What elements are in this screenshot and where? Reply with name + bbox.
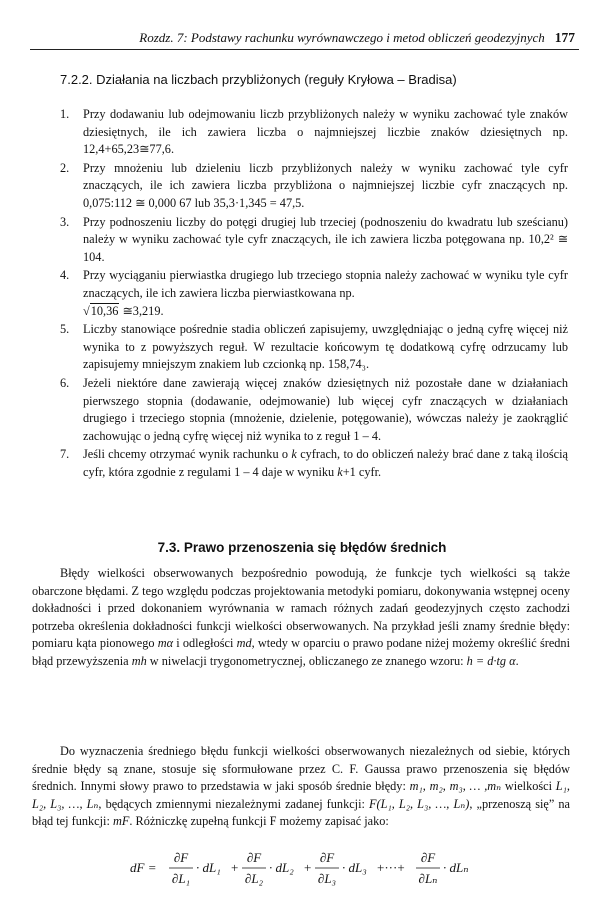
term-1-differential: · dL₁ xyxy=(196,860,221,875)
text-run: , będących zmiennymi niezależnymi zadanej funkcji: xyxy=(98,796,369,811)
page-number: 177 xyxy=(554,30,575,45)
rule-text: Liczby stanowiące pośrednie stadia obliczeń zapisujemy, uwzględniając o jedną cyfrę więcej niż wynika to z powyższych reguł. W rezultacie końcowym tę dodatkową cyfrę odrzucamy lub zapisujemy mniejszym znakiem lub czcionką np. 158,74₃. xyxy=(83,322,568,372)
header-rule xyxy=(30,49,579,50)
section-heading-7-2-2: 7.2.2. Działania na liczbach przybliżonych (reguły Kryłowa – Bradisa) xyxy=(60,72,457,87)
section-heading-7-3: 7.3. Prawo przenoszenia się błędów średnich xyxy=(157,540,447,555)
ellipsis-sum: +···+ xyxy=(377,860,405,875)
paragraph-gauss-law xyxy=(32,743,570,831)
text-run: , wtedy w oparciu o prawo podane niżej możemy określić średni błąd przewyższenia xyxy=(32,636,570,668)
running-title: Rozdz. 7: Podstawy rachunku wyrównawczego i metod obliczeń geodezyjnych xyxy=(139,30,545,45)
rule-text: Przy podnoszeniu liczby do potęgi drugiej lub trzeciej (podnoszeniu do kwadratu lub sześcianu) należy w wyniku zachować tyle cyfr znaczących, ile ich zawiera liczba potęgowana np. 10,2² ≅ 104. xyxy=(83,214,568,264)
rule-text: Przy wyciąganiu pierwiastka drugiego lub trzeciego stopnia należy zachować w wyniku tyle cyfr znaczących, ile ich zawiera liczba pierwiastkowana np. xyxy=(83,268,568,300)
rule-text: Przy mnożeniu lub dzieleniu liczb przybliżonych należy w wyniku zachować tyle cyfr znaczących, ile ich zawiera liczba przybliżona o najmniejszej liczbie cyfr znaczących np. 0,075:112 ≅ 0,000 67 lub 35,3·1,345 = 47,5. xyxy=(83,160,568,210)
term-1-numerator: ∂F xyxy=(173,850,189,865)
error-list: m₁, m₂, m₃, … ,mₙ xyxy=(409,779,502,794)
variable-k: k xyxy=(337,464,343,479)
variable-k: k xyxy=(291,447,297,462)
rule-item-1 xyxy=(60,106,568,159)
rules-list xyxy=(60,106,568,482)
radicand: 10,36 xyxy=(90,303,119,318)
term-n-numerator: ∂F xyxy=(420,850,436,865)
formula-lhs: dF = xyxy=(130,860,157,875)
rule-number: 5. xyxy=(60,322,70,337)
total-differential-formula xyxy=(130,848,490,890)
function-expression: F(L₁, L₂, L₃, …, Lₙ) xyxy=(369,796,470,811)
rule-text: Przy dodawaniu lub odejmowaniu liczb przybliżonych należy w wyniku zachować tyle znaków dziesiętnych, ile ich zawiera liczba o najmniejszej liczbie znaków dziesiętnych np. 12,4+65,23≅77,6. xyxy=(83,107,568,157)
rule-number: 4. xyxy=(60,268,70,283)
symbol-m-alpha: mα xyxy=(157,636,174,651)
rule-text: Jeśli chcemy otrzymać wynik rachunku o xyxy=(83,447,292,462)
running-header xyxy=(40,30,575,46)
symbol-m-h: mh xyxy=(131,653,147,668)
square-root-expression: √10,36 xyxy=(83,303,119,318)
rule-number: 6. xyxy=(60,375,70,390)
rule-item-2 xyxy=(60,160,568,213)
text-run: i odległości xyxy=(173,636,237,651)
term-3-numerator: ∂F xyxy=(319,850,335,865)
term-n-differential: · dLₙ xyxy=(443,860,469,875)
term-3-denominator: ∂L₃ xyxy=(317,871,337,886)
rule-item-3 xyxy=(60,214,568,267)
rule-number: 3. xyxy=(60,214,70,229)
rule-item-5 xyxy=(60,321,568,374)
text-run: . xyxy=(515,653,519,668)
rule-number: 1. xyxy=(60,107,70,121)
text-run: . Różniczkę zupełną funkcji F możemy zapisać jako: xyxy=(129,814,389,829)
paragraph-intro xyxy=(32,565,570,671)
plus-sign: + xyxy=(231,860,239,875)
quantity-list: L₁, L₂, L₃, …, Lₙ xyxy=(32,779,570,811)
text-run: Błędy wielkości obserwowanych bezpośrednio powodują, że funkcje tych wielkości są także obarczone błędami. Z tego względu podczas projektowania metodyki pomiaru, dokonywania wstępnej oceny dokładności i przed dokonaniem wyrównania w ramach różnych zadań geodezyjnych często zachodzi potrzeba określenia dokładności funkcji wielkości obserwowanych. Na przykład jeśli znamy średnie błędy: pomiaru kąta pionowego xyxy=(32,566,570,651)
term-1-denominator: ∂L₁ xyxy=(171,871,191,886)
term-n-denominator: ∂Lₙ xyxy=(418,871,438,886)
rule-text: Jeżeli niektóre dane zawierają więcej znaków dziesiętnych niż pozostałe dane w działaniach pierwszego stopnia (dodawanie, odejmowanie) lub więcej cyfr znaczących w działaniach drugiego i trzeciego stopnia (mnożenie, dzielenie, potęgowanie), wówczas należy je zaokrąglić zachowując o jedną cyfrę więcej niż wynika to z reguł 1 – 4. xyxy=(83,375,568,443)
term-2-differential: · dL₂ xyxy=(269,860,294,875)
term-2-denominator: ∂L₂ xyxy=(244,871,264,886)
text-run: w niwelacji trygonometrycznej, obliczanego ze znanego wzoru: xyxy=(146,653,467,668)
rule-number: 7. xyxy=(60,447,70,462)
term-2-numerator: ∂F xyxy=(246,850,262,865)
text-run: wielkości xyxy=(501,779,556,794)
rule-text-end: ≅3,219. xyxy=(119,303,164,318)
rule-item-7 xyxy=(60,446,568,481)
text-run: Do wyznaczenia średniego błędu funkcji wielkości obserwowanych niezależnych od siebie, których średnie błędy są znane, stosuje się sformułowane przez C. F. Gaussa prawo przenoszenia się błędów średnich. Innymi słowy prawo to przedstawia w jaki sposób średnie błędy: xyxy=(32,744,570,794)
plus-sign: + xyxy=(304,860,312,875)
symbol-m-d: md xyxy=(236,636,252,651)
symbol-m-f: mF xyxy=(112,814,130,829)
term-3-differential: · dL₃ xyxy=(342,860,367,875)
rule-item-4 xyxy=(60,267,568,320)
formula-h: h = d·tg α xyxy=(466,653,516,668)
rule-text-middle: cyfrach, to do obliczeń należy brać dane z taką ilością cyfr, która zgodnie z regulami 1 – 4 daje w wyniku xyxy=(83,447,568,479)
text-run: , „przenoszą się” na błąd tej funkcji: xyxy=(32,796,570,829)
rule-number: 2. xyxy=(60,160,70,175)
rule-text-end: +1 cyfr. xyxy=(342,464,382,479)
rule-item-6 xyxy=(60,375,568,445)
